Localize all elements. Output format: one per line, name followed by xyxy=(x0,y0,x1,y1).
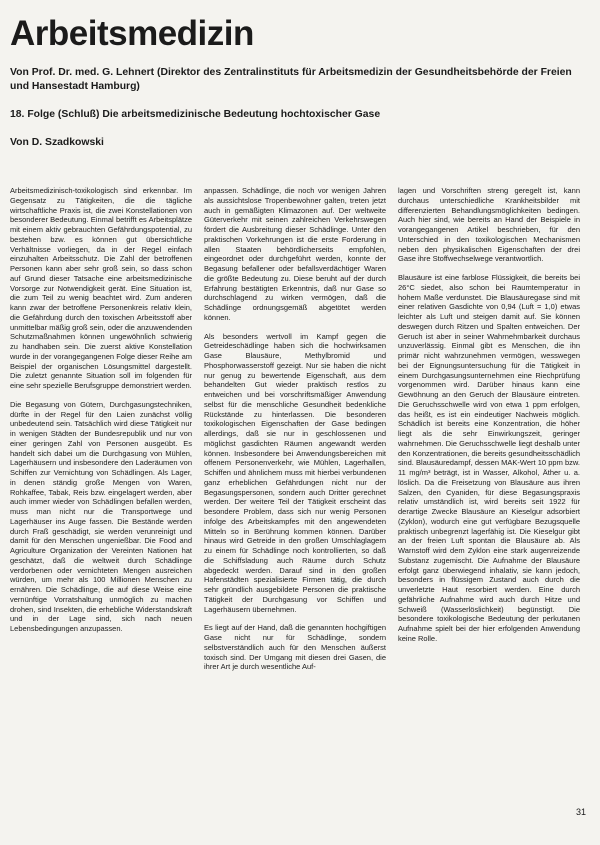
page-title: Arbeitsmedizin xyxy=(10,14,254,53)
paragraph: Es liegt auf der Hand, daß die genannten hochgiftigen Gase nicht nur für Schädlinge, sondern selbstverständlich auch für den Menschen äußerst toxisch sind. Der Umgang mit diesen drei Gasen, die ihrer Art je durch wesentliche Auf- xyxy=(204,623,386,672)
text-column-2 xyxy=(204,186,386,821)
paragraph: Blausäure ist eine farblose Flüssigkeit, die bereits bei 26°C siedet, also schon bei Raumtemperatur in hohem Maße verdunstet. Die Blausäuregase sind mit einer relativen Gasdichte von 0,94 (Luft = 1,0) etwas leichter als Luft und steigen damit auf. Sie können deswegen durch Ritzen und Spalten entweichen. Der Geruch ist aber in seiner Wahrnehmbarkeit durchaus unzuverlässig. Einmal gibt es Menschen, die ihn primär nicht wahrzunehmen vermögen, wesswegen bei der Eignungsuntersuchung für die Tätigkeit in einem Durchgasungsunternehmen eine Riechprüfung vorgenommen wird. Darüber hinaus kann eine Gewöhnung an den Geruch der Blausäure eintreten. Die Geruchsschwelle wird von etwa 1 ppm erfolgen, das heißt, es ist ein eindeutiger Nachweis möglich. Schädlich ist bereits eine Konzentration, die höher liegt als die sehr Einwirkungszeit, geringer wahrnehmen. Die Geruchsschwelle liegt deshalb unter den Konzentrationen, die bereits gesundheitsschädlich sind. Blausäuredampf, dessen MAK-Wert 10 ppm bzw. 11 mg/m³ beträgt, ist in Wasser, Alkohol, Äther u. a. löslich. Da die Freisetzung von Blausäure aus ihren Salzen, den Cyaniden, für diese Begasungspraxis relativ umständlich ist, wird bereits seit 1922 für derartige Zwecke Blausäure an Kieselgur adsorbiert (Zyklon), wodurch eine gut verfügbare Bezugsquelle praktisch unbegrenzt lagerfähig ist. Die Kieselgur gibt an der freien Luft spontan die Blausäure ab. Als Warnstoff wird dem Zyklon eine stark augenreizende Substanz zugemischt. Die Aufnahme der Blausäure erfolgt ganz überwiegend inhalativ, sie kann jedoch, besonders in flüssigem Zustand auch durch die unverletzte Haut resorbiert werden. Eine durch gefährliche Aufnahme wird auch durch Hitze und Schweiß (Wasserlöslichkeit) begünstigt. Die besondere toxikologische Bedeutung der perkutanen Aufnahme spielt bei der hier erfolgenden Anwendung keine Rolle. xyxy=(398,273,580,643)
author-line: Von Prof. Dr. med. G. Lehnert (Direktor des Zentralinstituts für Arbeitsmedizin der Gesundheitsbehörde der Freien und Hansestadt Hamburg) xyxy=(10,67,572,92)
text-column-1 xyxy=(10,186,192,821)
page-number: 31 xyxy=(575,807,586,817)
paragraph: lagen und Vorschriften streng geregelt ist, kann durchaus unterschiedliche Krankheitsbilder mit differenzierten Behandlungsmöglichkeiten bedingen. Auch hier sind, wie bereits an Hand der Beispiele in vorangegangenen Artikel beschrieben, für den Unterschied in den toxikologischen Mechanismen neben den physikalischen Eigenschaften der drei Gase ihre Stoffwechselwege verantwortlich. xyxy=(398,186,580,264)
text-column-3 xyxy=(398,186,580,821)
series-title: 18. Folge (Schluß) Die arbeitsmedizinische Bedeutung hochtoxischer Gase xyxy=(10,109,381,120)
paragraph: anpassen. Schädlinge, die noch vor wenigen Jahren als aussichtslose Tropenbewohner galten, treten jetzt auch in gemäßigten Klimazonen auf. Der weltweite Güterverkehr mit seinen zahlreichen Verkehrswegen fördert die Ausbreitung dieser Schädlinge. Unter den praktischen Vorkehrungen ist die erste Forderung in allen Staaten behördlicherseits empfohlen, eingeordnet oder durchgeführt werden, konnte der Begasung befallener oder befallsverdächtiger Waren die größte Bedeutung zu. Diese beruht auf der durch Erfahrung bestätigten Erkenntnis, daß nur Gase so durchschlagend zu wirken vermögen, daß die Schädlinge ordnungsgemäß abgetötet werden können. xyxy=(204,186,386,322)
article-body xyxy=(10,186,582,821)
paragraph: Arbeitsmedizinisch-toxikologisch sind erkennbar. Im Gegensatz zu Tätigkeiten, die die tägliche wirtschaftliche Praxis ist, die zwei Konstellationen von besonderer Bedeutung. Einmal betrifft es Arbeitsplätze mit einem aktiv gebrauchten Gefährdungspotential, zu bestehen bzw. es können gut übersichtliche Verhältnisse vorliegen, da in der Regel einfach einzuhalten Arbeitsschutz. Die Zahl der betroffenen Personen kann aber sehr groß sein, so dass schon auf Grund dieser Tatsache eine arbeitsmedizinische Vorsorge zur Notwendigkeit gerät. Eine Situation ist, die zum Teil zu wenig beachtet wird. Zum anderen kann zwar der betroffene Personenkreis relativ klein, die Gefährdung durch den toxischen Arbeitsstoff aber unmittelbar mäßig groß sein, oder die anzuwendenden Schutzmaßnahmen können ungewöhnlich schwierig zu handhaben sein. Die zuerst aktive Konstellation wurde in der vorangegangenen Folge dieser Reihe am Beispiel der organischen Lösungsmittel dargestellt. Die zuletzt genannte Situation soll im folgenden für eine sehr spezielle Berufsgruppe demonstriert werden. xyxy=(10,186,192,390)
byline: Von D. Szadkowski xyxy=(10,137,104,148)
paragraph: Als besonders wertvoll im Kampf gegen die Getreideschädlinge haben sich die hochwirksamen Gase Blausäure, Methylbromid und Phosphorwasserstoff gezeigt. Nur sie haben die nicht nur genug zu bewertende Eigenschaft, aus dem behandelten Gut wieder praktisch restlos zu entweichen und bei vorschriftsmäßiger Anwendung selbst für die menschliche Gesundheit bedenkliche Rückstände zu hinterlassen. Die besonderen toxikologischen Eigenschaften der Gase bedingen allerdings, daß sie nur in geschlossenen und möglichst gasdichten Räumen angewandt werden können. Insbesondere bei Anwendungsbereichen mit offenem Personenverkehr, wie Mühlen, Lagerhallen, Schiffen und ähnlichem muss mit hierbei verbundenen ganz erheblichen Gefährdungen nicht nur der Begasungspersonen, sondern auch Dritter gerechnet werden. Der weitere Teil der Tätigkeit erscheint das besondere Problem, dass sich nur wenig Personen infolge des Arbeitskampfes mit den angewendeten Mitteln so in Berührung kommen können. Darüber hinaus wird Getreide in den großen Umschlaglagern zu einem für Schädlinge noch kontrollierten, so daß die Schiffsladung auch Räume durch Schutz abgedeckt werden. Darauf sind in den großen Hafenstädten spezialisierte Firmen tätig, die durch sehr gründlich ausgebildete Personen die praktische Tätigkeit der Durchgasung vor Schiffen und Lagerhäusern übernehmen. xyxy=(204,331,386,614)
paragraph: Die Begasung von Gütern, Durchgasungstechniken, dürfte in der Regel für den Laien zunächst völlig unbedeutend sein. Tatsächlich wird diese Tätigkeit nur in wenigen Städten der Bundesrepublik und nur von einer geringen Zahl von Personen ausgeübt. Es handelt sich dabei um die Durchgasung von Mühlen, Lagerhäusern und insbesondere den Laderäumen von Schiffen zur Vernichtung von Schädlingen. Als Lager, in denen ständig große Mengen von Waren, Rohkaffee, Tabak, Reis bzw. eingelagert werden, aber auch immer wieder von Schädlingen befallen werden, muss man nicht nur die Transportwege und Lagerhäuser ins Auge fassen. Die Bestände werden durch Fraß geschädigt, sie werden verunreinigt und damit für den Menschen ungenießbar. Die Food and Agriculture Organization der Vereinten Nationen hat geschätzt, daß die weltweit durch Schädlinge verdorbenen oder vernichteten Mengen ausreichen würden, um mehr als 100 Millionen Menschen zu ernähren. Die Schädlinge, die auf diese Weise eine vernünftige Vorratshaltung unmöglich zu machen drohen, sind Insekten, die erhebliche Widerstandskraft und in der Lage sind, sich nach neuen Lebensbedingungen anzupassen. xyxy=(10,399,192,633)
